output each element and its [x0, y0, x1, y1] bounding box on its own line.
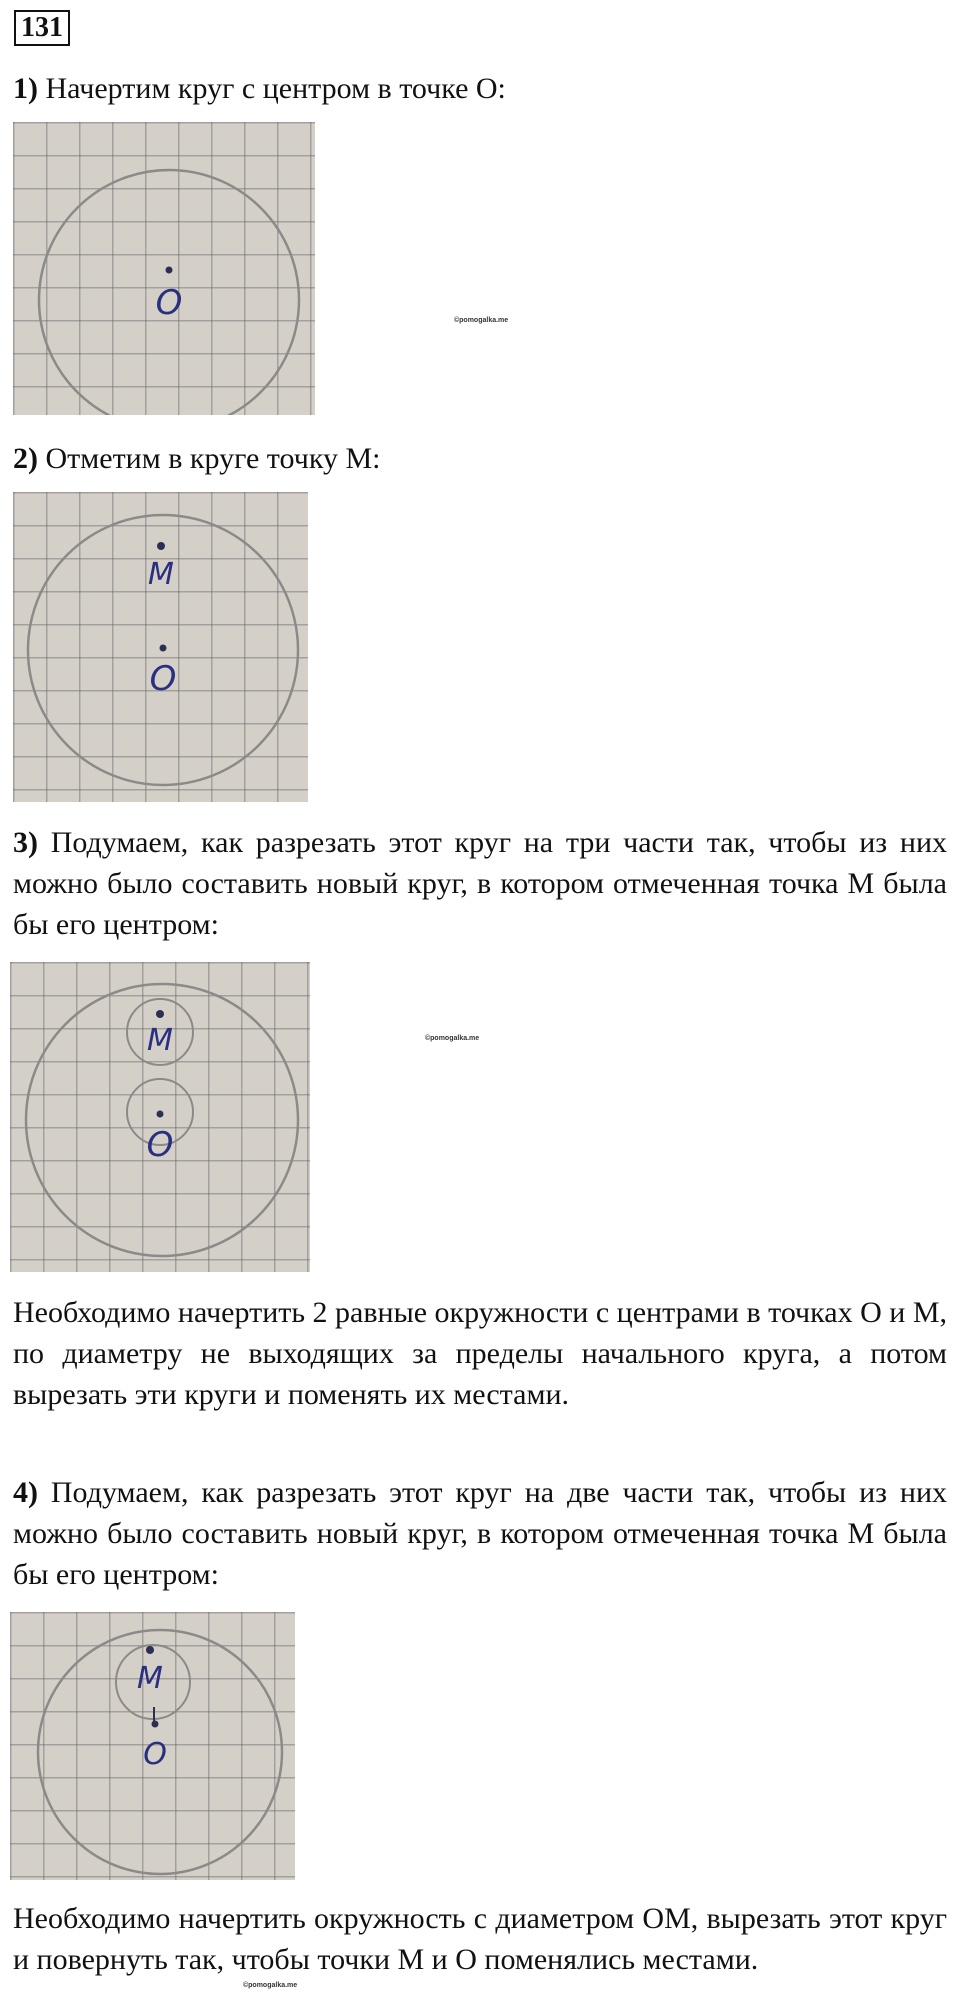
- point-m-label: М: [137, 1661, 163, 1696]
- point-o-label: О: [155, 283, 183, 323]
- step-1-number: 1): [13, 72, 38, 105]
- step-1-text: [13, 68, 947, 109]
- photo-circle-center-o: [13, 122, 315, 415]
- point-m-label: М: [147, 1023, 173, 1058]
- point-m-dot: [156, 1010, 164, 1018]
- explanation-1: Необходимо начертить 2 равные окружности с центрами в точках О и М, по диаметру не выходящих за пределы начального круга, а потом вырезать эти круги и поменять их местами.: [13, 1296, 947, 1411]
- photo-two-parts: [10, 1612, 295, 1880]
- point-m-dot: [146, 1646, 154, 1654]
- step-3-label: Подумаем, как разрезать этот круг на три части так, чтобы из них можно было составить новый круг, в котором отмеченная точка М была бы его центром:: [13, 826, 947, 941]
- step-4-text: [13, 1472, 947, 1595]
- step-4-number: 4): [13, 1476, 38, 1509]
- point-o-dot: [152, 1721, 159, 1728]
- point-o-label: О: [149, 659, 177, 699]
- watermark: ©pomogalka.me: [243, 1982, 298, 1989]
- watermark: ©pomogalka.me: [454, 317, 509, 324]
- step-3-text: [13, 822, 947, 945]
- step-3-number: 3): [13, 826, 38, 859]
- circle-drawing-1: [13, 122, 315, 415]
- point-o-dot: [160, 645, 167, 652]
- point-o-label: О: [143, 1737, 167, 1772]
- step-2-number: 2): [13, 442, 38, 475]
- problem-number: 131: [14, 10, 70, 46]
- circle-drawing-2: [13, 492, 308, 802]
- explanation-2: Необходимо начертить окружность с диаметром ОМ, вырезать этот круг и повернуть так, чтобы точки М и О поменялись местами.: [13, 1902, 947, 1976]
- point-m-label: М: [148, 557, 174, 592]
- circle-drawing-3: [10, 962, 310, 1272]
- step-2-text: [13, 438, 947, 479]
- point-m-dot: [157, 542, 165, 550]
- watermark: ©pomogalka.me: [425, 1035, 480, 1042]
- point-o-dot: [157, 1111, 164, 1118]
- step-2-label: Отметим в круге точку М:: [45, 442, 381, 475]
- point-o-dot: [166, 267, 173, 274]
- photo-circle-point-m: [13, 492, 308, 802]
- point-o-label: О: [146, 1125, 174, 1165]
- step-1-label: Начертим круг с центром в точке О:: [45, 72, 506, 105]
- photo-three-parts: [10, 962, 310, 1272]
- circle-drawing-4: [10, 1612, 295, 1880]
- step-4-label: Подумаем, как разрезать этот круг на две части так, чтобы из них можно было составить новый круг, в котором отмеченная точка М была бы его центром:: [13, 1476, 947, 1591]
